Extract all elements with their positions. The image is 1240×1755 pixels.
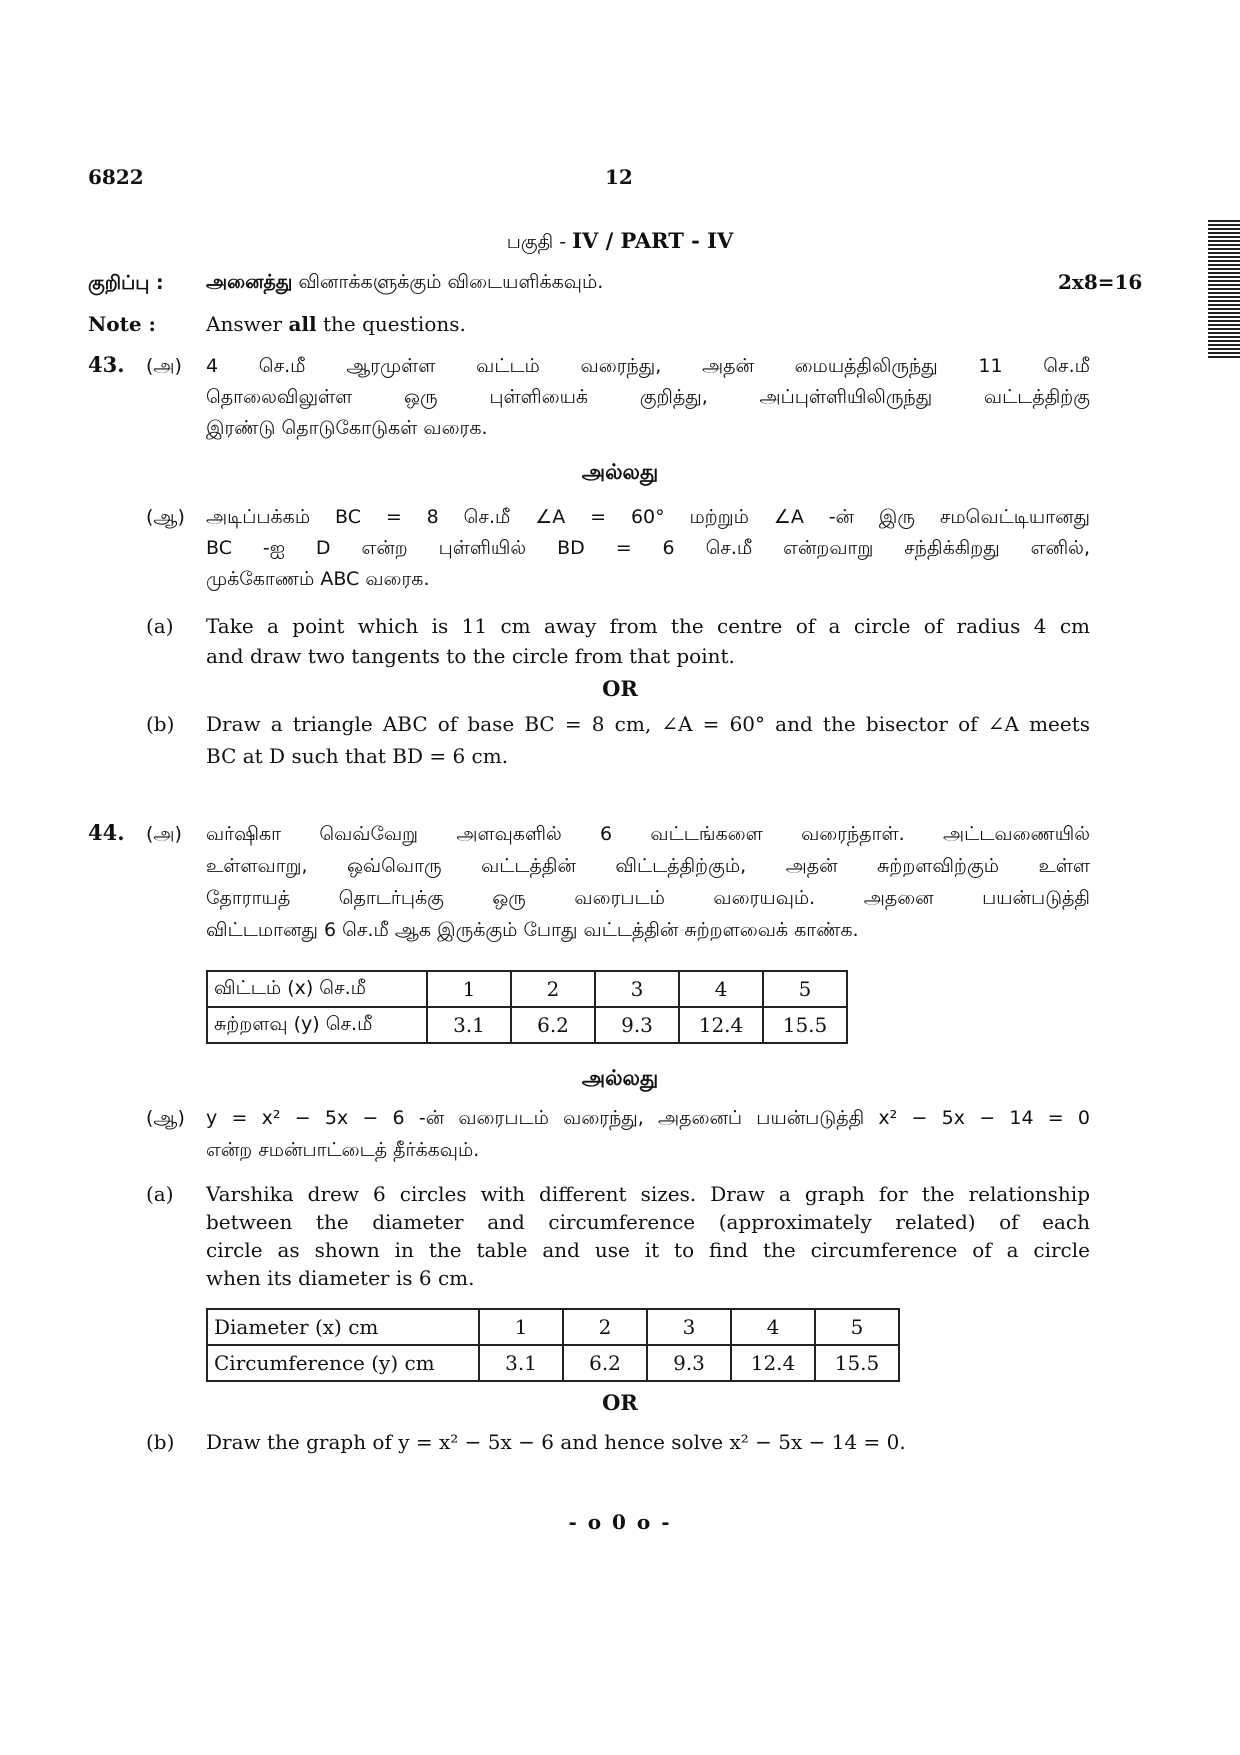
q43-a-label-ta: (அ)	[146, 355, 182, 377]
q43-a-english-line: Take a point which is 11 cm away from the centre of a circle of radius 4 cm	[206, 614, 1090, 638]
q44-b-tamil-line: என்ற சமன்பாட்டைத் தீர்க்கவும்.	[206, 1139, 480, 1161]
paper-code: 6822	[88, 165, 144, 189]
table-cell: 9.3	[647, 1345, 731, 1381]
end-of-paper-mark: - o 0 o -	[568, 1510, 672, 1534]
marks-allocation: 2x8=16	[1058, 270, 1143, 294]
q43-b-label-ta: (ஆ)	[146, 506, 185, 528]
table-cell: 5	[763, 971, 847, 1007]
note-label: Note :	[88, 312, 156, 336]
table-cell: 15.5	[763, 1007, 847, 1043]
q43-a-tamil-line: இரண்டு தொடுகோடுகள் வரைக.	[206, 417, 488, 439]
table-cell: Circumference (y) cm	[207, 1345, 479, 1381]
table-cell: 5	[815, 1309, 899, 1345]
q44-a-tamil-line: உள்ளவாறு, ஒவ்வொரு வட்டத்தின் விட்டத்திற்கும், அதன் சுற்றளவிற்கும் உள்ள	[206, 855, 1090, 877]
table-cell: 4	[731, 1309, 815, 1345]
table-cell: 15.5	[815, 1345, 899, 1381]
q43-a-english-line: and draw two tangents to the circle from that point.	[206, 644, 735, 668]
table-cell: 9.3	[595, 1007, 679, 1043]
q43-b-label-en: (b)	[146, 712, 175, 736]
q43-b-tamil-line: BC -ஐ D என்ற புள்ளியில் BD = 6 செ.மீ என்றவாறு சந்திக்கிறது எனில்,	[206, 537, 1090, 559]
table-cell: 1	[479, 1309, 563, 1345]
q44-a-label-ta: (அ)	[146, 823, 182, 845]
table-cell: 12.4	[679, 1007, 763, 1043]
table-cell: 2	[563, 1309, 647, 1345]
data-table-english	[206, 1308, 900, 1382]
or-separator-tamil: அல்லது	[581, 1066, 659, 1090]
table-cell: 3.1	[479, 1345, 563, 1381]
table-cell: 12.4	[731, 1345, 815, 1381]
q43-b-english-line: Draw a triangle ABC of base BC = 8 cm, ∠A = 60° and the bisector of ∠A meets	[206, 712, 1090, 736]
q44-a-tamil-line: விட்டமானது 6 செ.மீ ஆக இருக்கும் போது வட்டத்தின் சுற்றளவைக் காண்க.	[206, 919, 859, 941]
question-number-43: 43.	[88, 352, 125, 377]
q44-a-english-line: circle as shown in the table and use it to find the circumference of a circle	[206, 1238, 1090, 1262]
table-cell: Diameter (x) cm	[207, 1309, 479, 1345]
table-cell: 1	[427, 971, 511, 1007]
note-tamil-text: அனைத்து வினாக்களுக்கும் விடையளிக்கவும்.	[206, 271, 604, 293]
note-english: Answer all the questions.	[206, 312, 466, 336]
table-cell: 3.1	[427, 1007, 511, 1043]
q44-b-label-ta: (ஆ)	[146, 1107, 185, 1129]
q43-b-english-line: BC at D such that BD = 6 cm.	[206, 744, 509, 768]
q43-a-tamil-line: தொலைவிலுள்ள ஒரு புள்ளியைக் குறித்து, அப்புள்ளியிலிருந்து வட்டத்திற்கு	[206, 386, 1090, 408]
question-number-44: 44.	[88, 820, 125, 845]
or-separator: OR	[602, 1390, 638, 1415]
table-row	[207, 971, 847, 1007]
q44-a-english-line: when its diameter is 6 cm.	[206, 1266, 475, 1290]
table-row	[207, 1345, 899, 1381]
or-separator-tamil: அல்லது	[581, 460, 659, 484]
q43-b-tamil-line: முக்கோணம் ABC வரைக.	[206, 568, 430, 590]
or-separator: OR	[602, 676, 638, 701]
page-number: 12	[605, 165, 633, 189]
q44-a-tamil-line: தோராயத் தொடர்புக்கு ஒரு வரைபடம் வரையவும். அதனை பயன்படுத்தி	[206, 887, 1090, 909]
table-cell: 3	[647, 1309, 731, 1345]
q44-b-english-line: Draw the graph of y = x² − 5x − 6 and hence solve x² − 5x − 14 = 0.	[206, 1430, 906, 1454]
table-cell: சுற்றளவு (y) செ.மீ	[207, 1007, 427, 1043]
table-row	[207, 1007, 847, 1043]
q43-a-label-en: (a)	[146, 614, 174, 638]
q44-a-label-en: (a)	[146, 1182, 174, 1206]
table-cell: 3	[595, 971, 679, 1007]
q44-b-tamil-line: y = x² − 5x − 6 -ன் வரைபடம் வரைந்து, அதனைப் பயன்படுத்தி x² − 5x − 14 = 0	[206, 1107, 1090, 1129]
q44-a-tamil-line: வர்ஷிகா வெவ்வேறு அளவுகளில் 6 வட்டங்களை வரைந்தாள். அட்டவணையில்	[206, 823, 1090, 845]
part-title: பகுதி - IV / PART - IV	[506, 228, 734, 253]
q44-a-english-line: between the diameter and circumference (approximately related) of each	[206, 1210, 1090, 1234]
q43-a-tamil-line: 4 செ.மீ ஆரமுள்ள வட்டம் வரைந்து, அதன் மையத்திலிருந்து 11 செ.மீ	[206, 355, 1090, 377]
q43-b-tamil-line: அடிப்பக்கம் BC = 8 செ.மீ ∠A = 60° மற்றும் ∠A -ன் இரு சமவெட்டியானது	[206, 506, 1090, 528]
q44-a-english-line: Varshika drew 6 circles with different sizes. Draw a graph for the relationship	[206, 1182, 1090, 1206]
note-tamil: குறிப்பு :	[88, 272, 164, 294]
data-table-tamil	[206, 970, 848, 1044]
table-cell: 6.2	[563, 1345, 647, 1381]
table-cell: விட்டம் (x) செ.மீ	[207, 971, 427, 1007]
table-cell: 2	[511, 971, 595, 1007]
q44-b-label-en: (b)	[146, 1430, 175, 1454]
table-row	[207, 1309, 899, 1345]
table-cell: 4	[679, 971, 763, 1007]
table-cell: 6.2	[511, 1007, 595, 1043]
